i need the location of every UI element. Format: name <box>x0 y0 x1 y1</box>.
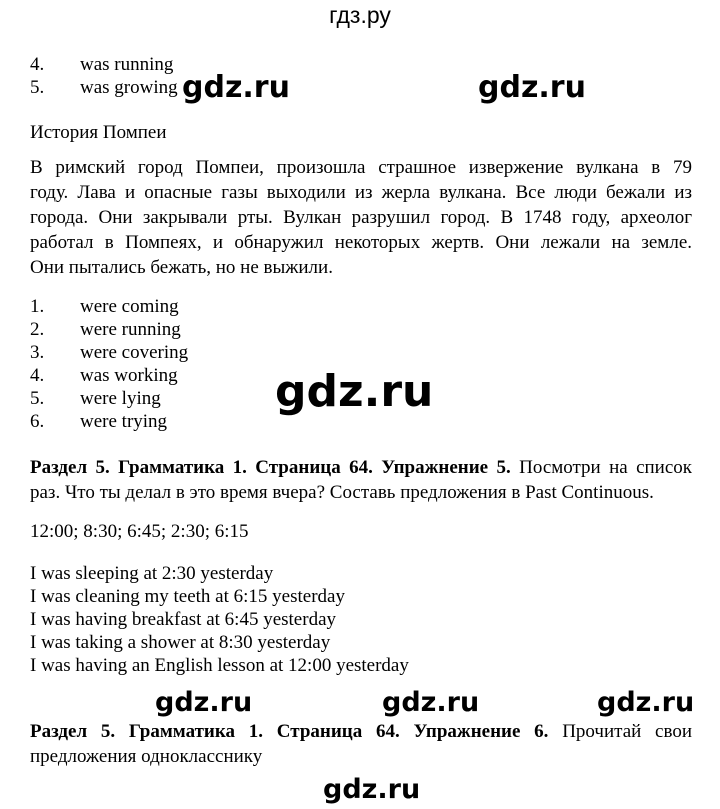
list-number: 5. <box>30 388 45 409</box>
list-number: 4. <box>30 54 45 75</box>
list-item <box>30 342 330 365</box>
answer-sentence: I was cleaning my teeth at 6:15 yesterday <box>30 586 345 607</box>
story-paragraph <box>30 155 692 280</box>
list-number: 4. <box>30 365 45 386</box>
exercise-6-task <box>30 719 692 769</box>
task-text: Посмотри на список <box>519 457 693 478</box>
paragraph-line: города. Они закрывали рты. Вулкан разрушил город. В 1748 году, археолог <box>30 207 692 228</box>
answer-sentence: I was sleeping at 2:30 yesterday <box>30 563 274 584</box>
list-number: 3. <box>30 342 45 363</box>
list-number: 2. <box>30 319 45 340</box>
list-answer: were coming <box>80 296 179 317</box>
list-answer: was growing <box>80 77 178 98</box>
paragraph-line: Они пытались бежать, но не выжили. <box>30 257 333 278</box>
paragraph-line: раз. Что ты делал в это время вчера? Составь предложения в Past Continuous. <box>30 482 654 503</box>
list-number: 1. <box>30 296 45 317</box>
exercise-heading: Раздел 5. Грамматика 1. Страница 64. Упражнение 6. <box>30 721 549 742</box>
list-item <box>30 319 330 342</box>
list-answer: was working <box>80 365 178 386</box>
list-item <box>30 296 330 319</box>
answer-sentence: I was having an English lesson at 12:00 yesterday <box>30 655 409 676</box>
list-number: 5. <box>30 77 45 98</box>
watermark: gdz.ru <box>478 70 586 105</box>
answer-sentence: I was having breakfast at 6:45 yesterday <box>30 609 337 630</box>
times-list: 12:00; 8:30; 6:45; 2:30; 6:15 <box>30 521 249 542</box>
list-answer: were trying <box>80 411 168 432</box>
watermark: gdz.ru <box>323 774 421 805</box>
site-title: гдз.ру <box>329 2 391 28</box>
task-text: Прочитай свои <box>562 721 692 742</box>
watermark: gdz.ru <box>182 70 290 105</box>
watermark: gdz.ru <box>597 687 695 718</box>
watermark: gdz.ru <box>382 687 480 718</box>
exercise-heading: Раздел 5. Грамматика 1. Страница 64. Упражнение 5. <box>30 457 511 478</box>
paragraph-line: работал в Помпеях, и обнаружил некоторых жертв. Они лежали на земле. <box>30 232 692 253</box>
paragraph-line: предложения однокласснику <box>30 746 263 767</box>
list-number: 6. <box>30 411 45 432</box>
watermark: gdz.ru <box>275 366 434 417</box>
list-answer: were running <box>80 319 181 340</box>
paragraph-line <box>30 455 692 480</box>
answer-sentence: I was taking a shower at 8:30 yesterday <box>30 632 331 653</box>
paragraph-line: В римский город Помпеи, произошла страшное извержение вулкана в 79 <box>30 157 692 178</box>
watermark: gdz.ru <box>155 687 253 718</box>
list-answer: were covering <box>80 342 189 363</box>
list-answer: was running <box>80 54 174 75</box>
paragraph-line <box>30 719 692 744</box>
list-answer: were lying <box>80 388 161 409</box>
story-title: История Помпеи <box>30 122 167 143</box>
exercise-5-task <box>30 455 692 505</box>
paragraph-line: году. Лава и опасные газы выходили из жерла вулкана. Все люди бежали из <box>30 182 692 203</box>
